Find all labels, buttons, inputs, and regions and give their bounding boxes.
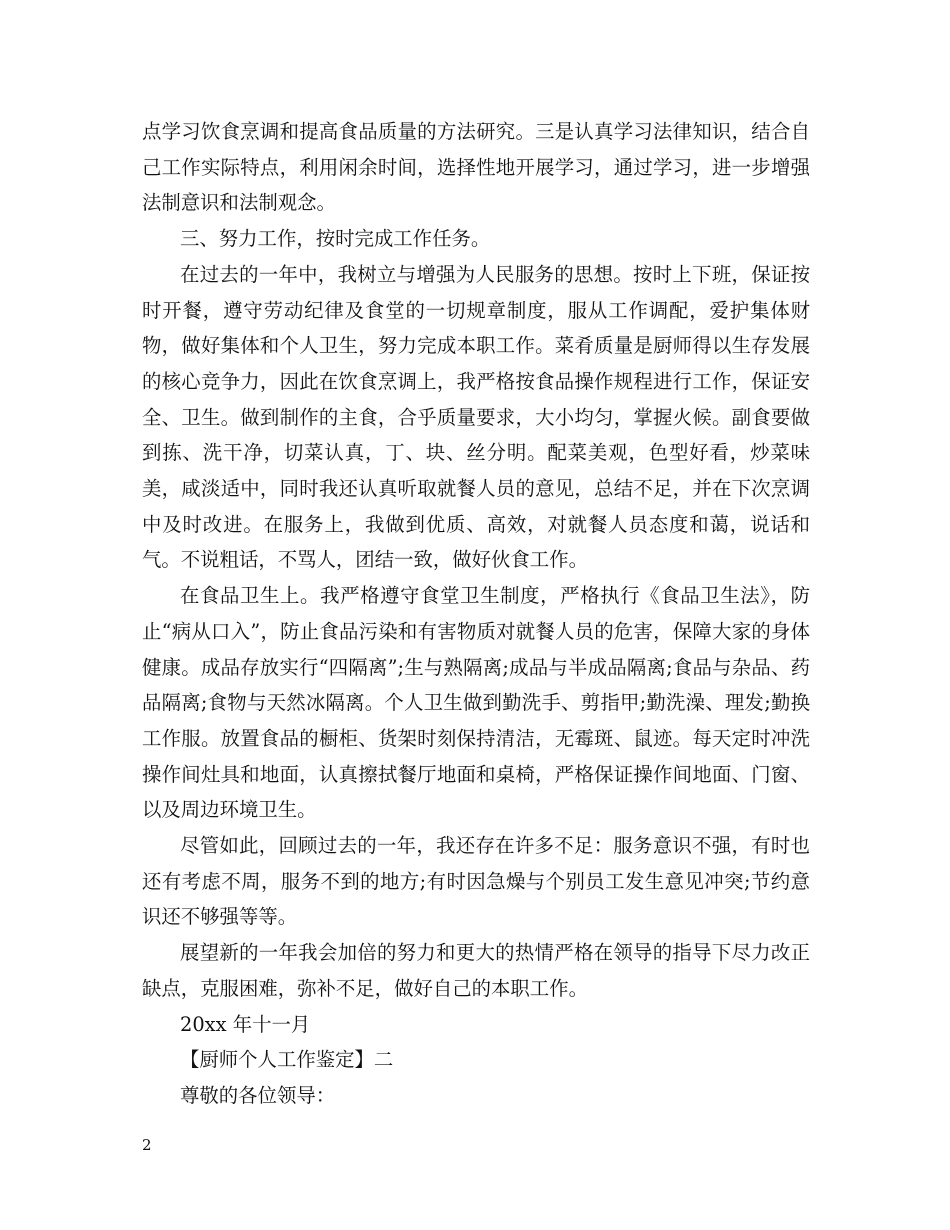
document-body (142, 114, 810, 1114)
paragraph-shortcomings: 尽管如此，回顾过去的一年，我还存在许多不足：服务意识不强，有时也还有考虑不周，服务不到的地方;有时因急燥与个别员工发生意见冲突;节约意识还不够强等等。 (142, 834, 810, 929)
page-number: 2 (142, 1136, 152, 1154)
paragraph-food-hygiene: 在食品卫生上。我严格遵守食堂卫生制度，严格执行《食品卫生法》，防止“病从口入”，防止食品污染和有害物质对就餐人员的危害，保障大家的身体健康。成品存放实行“四隔离”;生与熟隔离;成品与半成品隔离;食品与杂品、药品隔离;食物与天然冰隔离。个人卫生做到勤洗手、剪指甲;勤洗澡、理发;勤换工作服。放置食品的橱柜、货架时刻保持清洁，无霉斑、鼠迹。每天定时冲洗操作间灶具和地面，认真擦拭餐厅地面和桌椅，严格保证操作间地面、门窗、以及周边环境卫生。 (142, 584, 810, 822)
section-heading-3: 三、努力工作，按时完成工作任务。 (180, 227, 491, 251)
paragraph-outlook: 展望新的一年我会加倍的努力和更大的热情严格在领导的指导下尽力改正缺点，克服困难，弥补不足，做好自己的本职工作。 (142, 941, 810, 1000)
document-date: 20xx 年十一月 (180, 1012, 311, 1036)
paragraph-1: 点学习饮食烹调和提高食品质量的方法研究。三是认真学习法律知识，结合自己工作实际特点，利用闲余时间，选择性地开展学习，通过学习，进一步增强法制意识和法制观念。 (142, 120, 810, 215)
salutation: 尊敬的各位领导： (180, 1083, 336, 1107)
section-title-2: 【厨师个人工作鉴定】二 (180, 1048, 394, 1072)
paragraph-work-duty: 在过去的一年中，我树立与增强为人民服务的思想。按时上下班，保证按时开餐，遵守劳动纪律及食堂的一切规章制度，服从工作调配，爱护集体财物，做好集体和个人卫生，努力完成本职工作。菜肴质量是厨师得以生存发展的核心竞争力，因此在饮食烹调上，我严格按食品操作规程进行工作，保证安全、卫生。做到制作的主食，合乎质量要求，大小均匀，掌握火候。副食要做到拣、洗干净，切菜认真，丁、块、丝分明。配菜美观，色型好看，炒菜味美，咸淡适中，同时我还认真听取就餐人员的意见，总结不足，并在下次烹调中及时改进。在服务上，我做到优质、高效，对就餐人员态度和蔼，说话和气。不说粗话，不骂人，团结一致，做好伙食工作。 (142, 262, 810, 572)
